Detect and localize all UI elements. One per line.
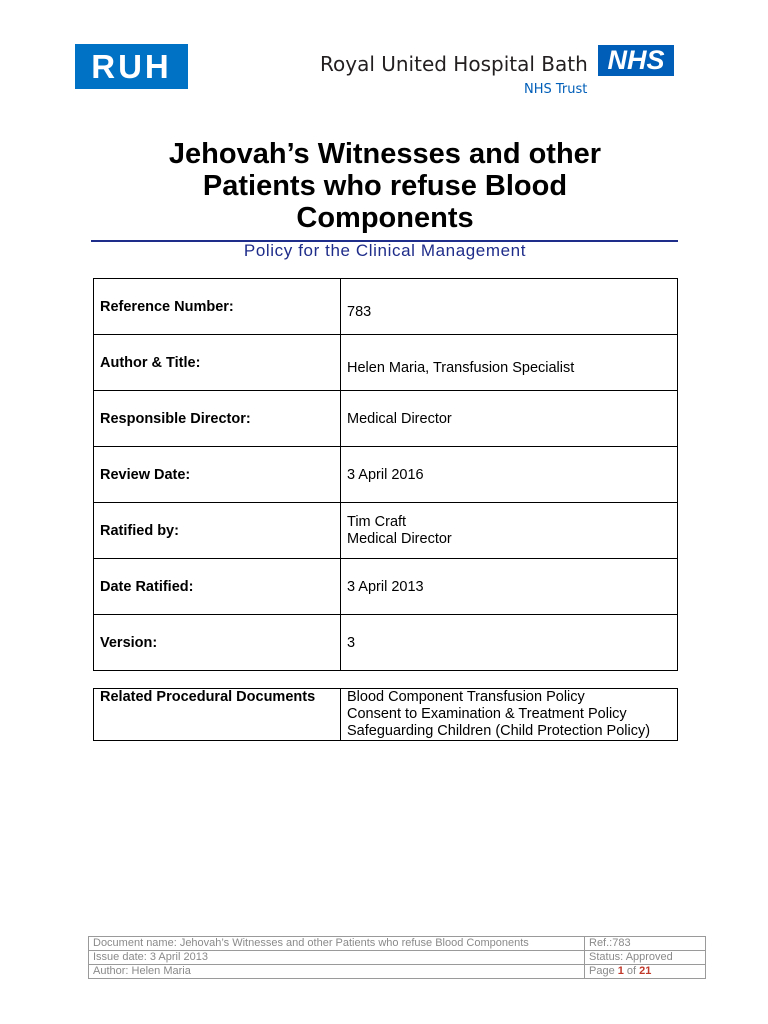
page-of: of: [623, 965, 640, 977]
footer-issue-date: Issue date: 3 April 2013: [89, 951, 585, 965]
responsible-director-value: Medical Director: [341, 391, 678, 447]
related-documents-list: [341, 689, 678, 741]
table-row: [89, 951, 706, 965]
ratified-by-value: [341, 503, 678, 559]
page-current: 1: [617, 965, 624, 977]
version-label: Version:: [94, 615, 341, 671]
table-row: [94, 391, 678, 447]
table-row: [94, 559, 678, 615]
title-line-3: Components: [296, 202, 474, 234]
related-documents-table: [93, 688, 678, 741]
nhs-logo: NHS: [598, 45, 674, 76]
responsible-director-label: Responsible Director:: [94, 391, 341, 447]
document-info-table: [93, 278, 678, 671]
version-value: 3: [341, 615, 678, 671]
review-date-value: 3 April 2016: [341, 447, 678, 503]
date-ratified-label: Date Ratified:: [94, 559, 341, 615]
page-footer: [88, 936, 706, 979]
title-line-1: Jehovah’s Witnesses and other: [168, 138, 602, 170]
footer-page-number: [585, 965, 706, 979]
reference-number-label: Reference Number:: [94, 279, 341, 335]
related-document-item: Safeguarding Children (Child Protection Policy): [347, 723, 651, 739]
review-date-label: Review Date:: [94, 447, 341, 503]
trust-name: Royal United Hospital Bath: [320, 52, 588, 76]
nhs-trust-label: NHS Trust: [524, 82, 588, 97]
ruh-logo: RUH: [75, 44, 188, 89]
author-title-label: Author & Title:: [94, 335, 341, 391]
related-documents-label: Related Procedural Documents: [94, 689, 341, 741]
author-title-text: Helen Maria, Transfusion Specialist: [347, 359, 575, 376]
related-document-item: Blood Component Transfusion Policy: [347, 689, 585, 705]
ratified-by-name: Tim Craft: [347, 513, 407, 530]
reference-number-text: 783: [347, 303, 372, 320]
footer-document-name: Document name: Jehovah’s Witnesses and other Patients who refuse Blood Components: [89, 937, 585, 951]
date-ratified-value: 3 April 2013: [341, 559, 678, 615]
related-document-item: Consent to Examination & Treatment Policy: [347, 706, 627, 722]
table-row: [94, 447, 678, 503]
ratified-by-role: Medical Director: [347, 530, 452, 547]
footer-ref: Ref.:783: [585, 937, 706, 951]
table-row: [94, 689, 678, 741]
ratified-by-label: Ratified by:: [94, 503, 341, 559]
document-title: [92, 138, 678, 234]
page-prefix: Page: [589, 965, 618, 977]
title-line-2: Patients who refuse Blood: [202, 170, 568, 202]
table-row: [94, 335, 678, 391]
table-row: [94, 615, 678, 671]
page-total: 21: [639, 965, 652, 977]
reference-number-value: [341, 279, 678, 335]
document-subtitle: Policy for the Clinical Management: [243, 241, 527, 260]
footer-author: Author: Helen Maria: [89, 965, 585, 979]
table-row: [89, 965, 706, 979]
author-title-value: [341, 335, 678, 391]
table-row: [89, 937, 706, 951]
table-row: [94, 279, 678, 335]
table-row: [94, 503, 678, 559]
footer-status: Status: Approved: [585, 951, 706, 965]
